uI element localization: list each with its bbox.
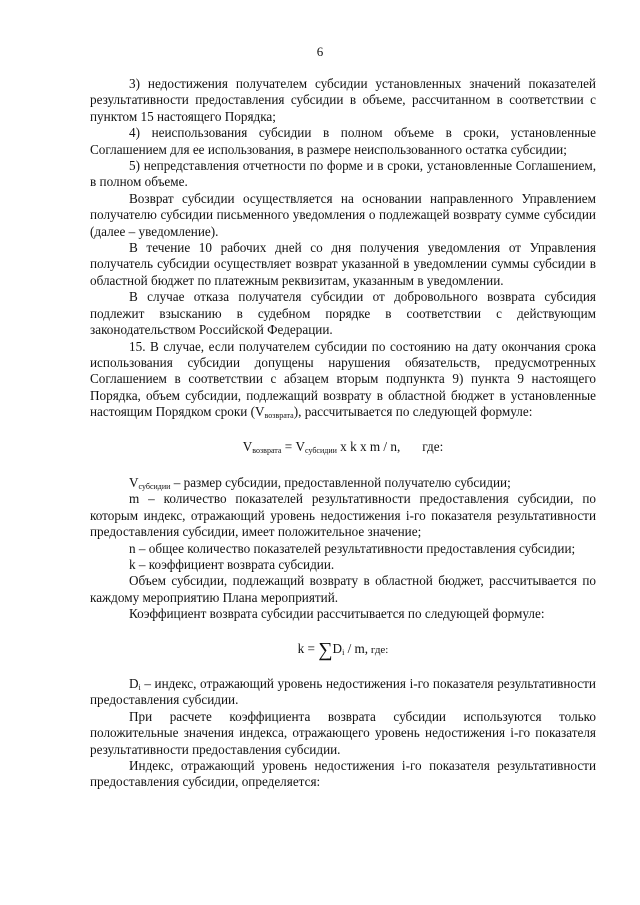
- paragraph-15: [90, 339, 596, 421]
- paragraph: 5) непредставления отчетности по форме и в сроки, установленные Соглашением, в полном объеме.: [90, 158, 596, 190]
- paragraph: Коэффициент возврата субсидии рассчитывается по следующей формуле:: [129, 606, 545, 622]
- subscript: i: [138, 683, 141, 692]
- subscript: возврата: [252, 445, 282, 455]
- paragraph: В течение 10 рабочих дней со дня получения уведомления от Управления получатель субсидии осуществляет возврат указанной в уведомлении суммы субсидии в областной бюджет по платежным реквизитам, указанным в уведомлении.: [90, 240, 596, 288]
- formula-coefficient: [90, 638, 596, 661]
- formula-where: где:: [422, 438, 444, 454]
- definition-text: – индекс, отражающий уровень недостижения i-го показателя результативности предоставления субсидии.: [90, 676, 596, 708]
- subscript: субсидии: [305, 445, 337, 455]
- paragraph: В случае отказа получателя субсидии от добровольного возврата субсидия подлежит взысканию в судебном порядке в соответствии с действующим законодательством Российской Федерации.: [90, 289, 596, 338]
- definition-n: n – общее количество показателей результативности предоставления субсидии;: [129, 540, 576, 556]
- page-number: 6: [316, 44, 324, 59]
- formula-symbol: = V: [281, 438, 305, 454]
- definition-di: [90, 676, 596, 709]
- formula-symbol: V: [129, 474, 139, 490]
- paragraph: Индекс, отражающий уровень недостижения i-го показателя результативности предоставления субсидии, определяется:: [90, 758, 596, 790]
- subscript: i: [342, 647, 345, 657]
- formula-symbol: V: [242, 438, 253, 454]
- paragraph-15-text-end: ), рассчитывается по следующей формуле:: [293, 404, 533, 420]
- paragraph: 4) неиспользования субсидии в полном объеме в сроки, установленные Соглашением для ее использования, в размере неиспользованного остатка субсидии;: [90, 125, 596, 157]
- subscript: возврата: [264, 411, 294, 421]
- definition-text: – размер субсидии, предоставленной получателю субсидии;: [170, 474, 511, 490]
- formula-symbol: x k x m / n,: [336, 438, 401, 454]
- definition-v: [90, 475, 596, 491]
- paragraph-15-text: 15. В случае, если получателем субсидии по состоянию на дату окончания срока использования субсидии допущены нарушения обязательств, предусмотренных Соглашением в соответствии с абзацем вторым подпункта 9) пункта 9 настоящего Порядка, объем субсидии, подлежащий возврату в областной бюджет в установленные настоящим Порядком сроки (V: [90, 338, 596, 420]
- sum-symbol: ∑: [318, 638, 333, 661]
- formula-symbol: D: [129, 676, 139, 691]
- subscript: субсидии: [138, 481, 171, 491]
- definition-m: m – количество показателей результативности предоставления субсидии, по которым индекс, отражающий уровень недостижения i-го показателя результативности предоставления субсидии, имеет положительное значение;: [90, 491, 596, 540]
- paragraph: Возврат субсидии осуществляется на основании направленного Управлением получателю субсидии письменного уведомления о подлежащей возврату сумме субсидии (далее – уведомление).: [90, 190, 596, 239]
- formula-return-volume: [90, 439, 596, 455]
- paragraph: 3) недостижения получателем субсидии установленных значений показателей результативности предоставления субсидии в объеме, рассчитанном в соответствии с пунктом 15 настоящего Порядка;: [90, 76, 596, 124]
- formula-symbol: k =: [297, 640, 319, 656]
- formula-symbol: D: [332, 640, 343, 656]
- paragraph: При расчете коэффициента возврата субсидии используются только положительные значения индекса, отражающего уровень недостижения i-го показателя результативности предоставления субсидии.: [90, 708, 596, 757]
- document-body: [90, 76, 596, 791]
- formula-where: где:: [368, 643, 389, 656]
- paragraph: Объем субсидии, подлежащий возврату в областной бюджет, рассчитывается по каждому мероприятию Плана мероприятий.: [90, 573, 596, 605]
- definition-k: k – коэффициент возврата субсидии.: [129, 556, 335, 572]
- formula-symbol: / m,: [344, 640, 369, 656]
